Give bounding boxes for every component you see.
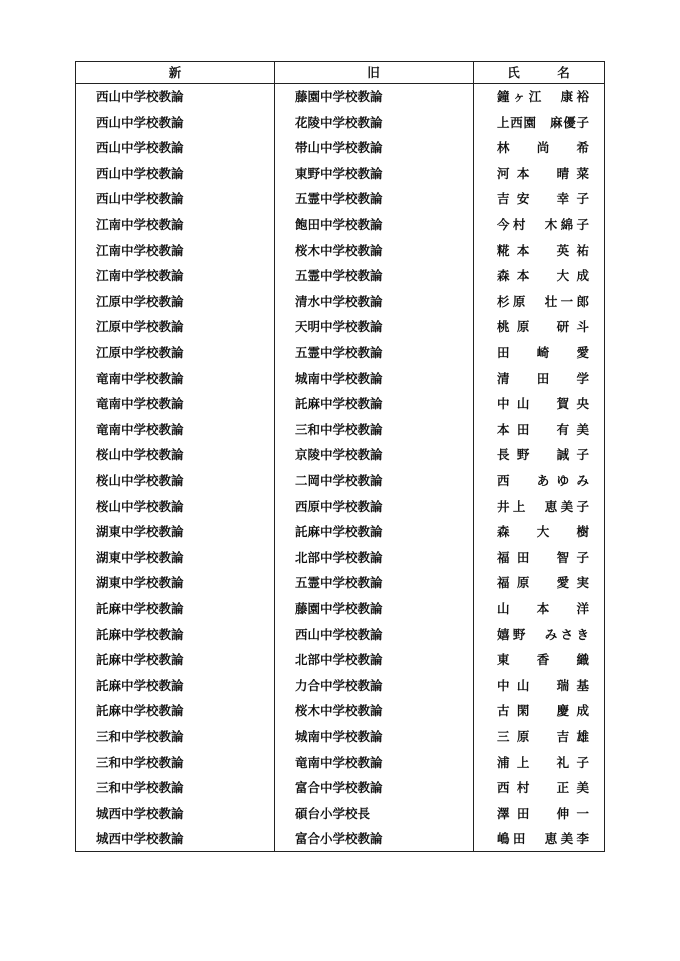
new-position-cell: 桜山中学校教論 [96, 498, 184, 514]
table-row [76, 724, 604, 750]
old-position-cell: 竜南中学校教論 [295, 754, 383, 770]
table-row [76, 417, 604, 443]
new-position-cell: 湖東中学校教論 [96, 549, 184, 565]
name-cell: 古閑 慶成 [497, 703, 589, 719]
new-position-cell: 江南中学校教論 [96, 242, 184, 258]
new-position-cell: 西山中学校教論 [96, 140, 184, 156]
table-row [76, 468, 604, 494]
table-row [76, 314, 604, 340]
new-position-cell: 託麻中学校教論 [96, 652, 184, 668]
name-cell: 西 あゆみ [497, 473, 589, 488]
new-position-cell: 城西中学校教論 [96, 805, 184, 821]
old-position-cell: 藤園中学校教論 [295, 89, 383, 104]
old-position-cell: 飽田中学校教論 [295, 217, 383, 232]
table-row [76, 698, 604, 724]
new-position-cell: 三和中学校教論 [96, 754, 184, 770]
old-position-cell: 天明中学校教論 [295, 319, 383, 335]
table-row [76, 622, 604, 648]
name-cell: 長野 誠子 [497, 447, 589, 463]
table-row [76, 442, 604, 468]
name-cell: 澤田 伸一 [497, 805, 589, 821]
table-row [76, 238, 604, 264]
header-old: 旧 [367, 65, 380, 80]
table-row [76, 750, 604, 776]
personnel-transfer-table [75, 61, 605, 852]
old-position-cell: 力合中学校教論 [295, 677, 383, 693]
name-cell: 鐘ヶ江 康裕 [497, 89, 589, 104]
new-position-cell: 湖東中学校教論 [96, 575, 184, 591]
old-position-cell: 城南中学校教論 [295, 370, 383, 386]
old-position-cell: 碩台小学校長 [295, 805, 371, 821]
new-position-cell: 託麻中学校教論 [96, 677, 184, 693]
new-position-cell: 江南中学校教論 [96, 217, 184, 232]
old-position-cell: 桜木中学校教論 [295, 703, 383, 719]
name-cell: 清 田 学 [497, 370, 589, 386]
new-position-cell: 江南中学校教論 [96, 268, 184, 284]
new-position-cell: 竜南中学校教論 [96, 370, 184, 386]
table-row [76, 110, 604, 136]
old-position-cell: 京陵中学校教論 [295, 447, 383, 463]
name-cell: 森本 大成 [497, 268, 589, 284]
table-row [76, 519, 604, 545]
new-position-cell: 江原中学校教論 [96, 345, 184, 360]
old-position-cell: 五霊中学校教論 [295, 345, 383, 360]
new-position-cell: 西山中学校教論 [96, 165, 184, 181]
name-cell: 中山 賀央 [497, 396, 589, 412]
name-cell: 嬉野 みさき [497, 626, 589, 642]
name-cell: 井上 恵美子 [497, 498, 589, 514]
old-position-cell: 五霊中学校教論 [295, 575, 383, 591]
name-cell: 福田 智子 [497, 549, 589, 565]
new-position-cell: 三和中学校教論 [96, 729, 184, 744]
name-cell: 東 香 織 [497, 652, 589, 668]
new-position-cell: 西山中学校教論 [96, 191, 184, 207]
old-position-cell: 城南中学校教論 [295, 729, 383, 744]
old-position-cell: 清水中学校教論 [295, 293, 383, 309]
table-row [76, 494, 604, 520]
name-cell: 林 尚 希 [497, 140, 589, 156]
name-cell: 嶋田 恵美李 [497, 831, 589, 847]
name-cell: 桃原 研斗 [497, 319, 589, 335]
table-row [76, 135, 604, 161]
old-position-cell: 二岡中学校教論 [295, 473, 383, 488]
new-position-cell: 竜南中学校教論 [96, 396, 184, 412]
table-row [76, 263, 604, 289]
table-row [76, 673, 604, 699]
old-position-cell: 西山中学校教論 [295, 626, 383, 642]
old-position-cell: 富合中学校教論 [295, 780, 383, 796]
name-cell: 福原 愛実 [497, 575, 589, 591]
new-position-cell: 竜南中学校教論 [96, 421, 184, 437]
name-cell: 上西園 麻優子 [497, 114, 589, 130]
table-row [76, 801, 604, 827]
old-position-cell: 北部中学校教論 [295, 549, 383, 565]
name-cell: 浦上 礼子 [497, 754, 589, 770]
table-row [76, 84, 604, 110]
old-position-cell: 託麻中学校教論 [295, 396, 383, 412]
old-position-cell: 西原中学校教論 [295, 498, 383, 514]
old-position-cell: 花陵中学校教論 [295, 114, 383, 130]
old-position-cell: 三和中学校教論 [295, 421, 383, 437]
name-cell: 今村 木綿子 [497, 217, 589, 232]
old-position-cell: 五霊中学校教論 [295, 191, 383, 207]
old-position-cell: 北部中学校教論 [295, 652, 383, 668]
new-position-cell: 西山中学校教論 [96, 89, 184, 104]
new-position-cell: 城西中学校教論 [96, 831, 184, 847]
table-row [76, 186, 604, 212]
table-row [76, 647, 604, 673]
table-row [76, 826, 604, 852]
old-position-cell: 帯山中学校教論 [295, 140, 383, 156]
name-cell: 中山 瑞基 [497, 677, 589, 693]
new-position-cell: 託麻中学校教論 [96, 601, 184, 616]
table-row [76, 775, 604, 801]
name-cell: 河本 晴菜 [497, 165, 589, 181]
name-cell: 森 大 樹 [497, 524, 589, 540]
name-cell: 杉原 壮一郎 [497, 293, 589, 309]
new-position-cell: 三和中学校教論 [96, 780, 184, 796]
old-position-cell: 東野中学校教論 [295, 165, 383, 181]
new-position-cell: 桜山中学校教論 [96, 447, 184, 463]
old-position-cell: 桜木中学校教論 [295, 242, 383, 258]
name-cell: 三原 吉雄 [497, 729, 589, 744]
old-position-cell: 藤園中学校教論 [295, 601, 383, 616]
table-header-row [76, 62, 604, 84]
new-position-cell: 江原中学校教論 [96, 319, 184, 335]
table-row [76, 545, 604, 571]
name-cell: 山 本 洋 [497, 601, 589, 616]
table-row [76, 212, 604, 238]
new-position-cell: 湖東中学校教論 [96, 524, 184, 540]
old-position-cell: 富合小学校教論 [295, 831, 383, 847]
new-position-cell: 西山中学校教論 [96, 114, 184, 130]
name-cell: 糀本 英祐 [497, 242, 589, 258]
table-row [76, 161, 604, 187]
new-position-cell: 江原中学校教論 [96, 293, 184, 309]
new-position-cell: 託麻中学校教論 [96, 626, 184, 642]
name-cell: 本田 有美 [497, 421, 589, 437]
name-cell: 吉安 幸子 [497, 191, 589, 207]
table-row [76, 391, 604, 417]
new-position-cell: 託麻中学校教論 [96, 703, 184, 719]
table-row [76, 366, 604, 392]
old-position-cell: 託麻中学校教論 [295, 524, 383, 540]
header-new: 新 [168, 65, 182, 80]
name-cell: 西村 正美 [497, 780, 589, 796]
name-cell: 田 崎 愛 [497, 345, 589, 360]
table-row [76, 340, 604, 366]
table-row [76, 570, 604, 596]
header-name: 氏 名 [507, 65, 570, 80]
old-position-cell: 五霊中学校教論 [295, 268, 383, 284]
new-position-cell: 桜山中学校教論 [96, 473, 184, 488]
table-row [76, 596, 604, 622]
table-row [76, 289, 604, 315]
